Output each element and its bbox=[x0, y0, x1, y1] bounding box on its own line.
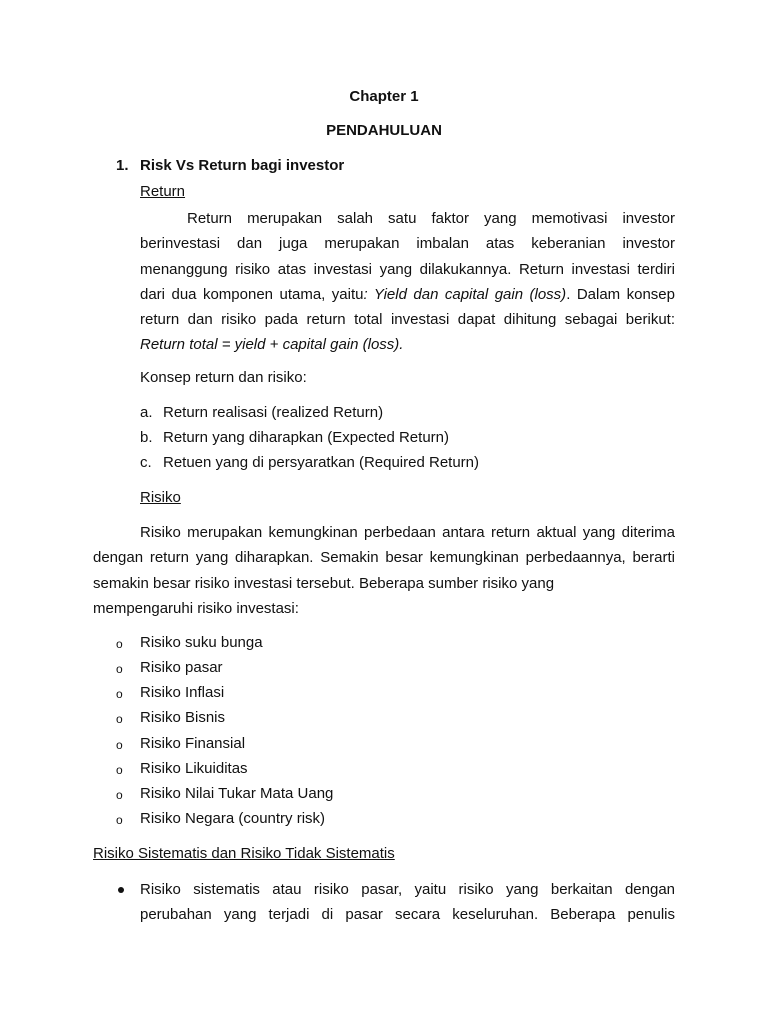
list-marker: o bbox=[116, 662, 123, 676]
list-marker: b. bbox=[140, 429, 153, 446]
list-item: o Risiko Finansial bbox=[116, 735, 246, 752]
risk-para-line: mempengaruhi risiko investasi: bbox=[93, 599, 299, 617]
list-marker: o bbox=[116, 712, 123, 726]
section-heading: Risk Vs Return bagi investor bbox=[140, 157, 345, 174]
list-item: o Risiko Bisnis bbox=[116, 709, 226, 726]
list-marker: o bbox=[116, 637, 123, 651]
list-marker: a. bbox=[140, 404, 153, 421]
section-number: 1. bbox=[116, 157, 129, 174]
risk-heading: Risiko bbox=[140, 489, 181, 506]
list-item: o Risiko Inflasi bbox=[116, 684, 225, 701]
chapter-label: Chapter 1 bbox=[349, 88, 419, 105]
systematic-paragraph bbox=[140, 877, 675, 928]
concept-intro: Konsep return dan risiko: bbox=[140, 369, 307, 386]
bullet-icon bbox=[118, 887, 124, 893]
list-item: c. Retuen yang di persyaratkan (Required Return) bbox=[140, 454, 480, 471]
list-marker: o bbox=[116, 738, 123, 752]
return-para-line: dari dua komponen utama, yaitu: Yield dan capital gain (loss). Dalam konsep bbox=[140, 285, 675, 303]
return-para-line: return dan risiko pada return total investasi dapat dihitung sebagai berikut: bbox=[140, 311, 675, 329]
risk-para-line: Risiko merupakan kemungkinan perbedaan antara return aktual yang diterima bbox=[140, 524, 675, 541]
list-item: o Risiko Nilai Tukar Mata Uang bbox=[116, 785, 334, 802]
list-marker: o bbox=[116, 763, 123, 777]
risk-para-line: dengan return yang diharapkan. Semakin besar kemungkinan perbedaannya, berarti bbox=[93, 549, 675, 567]
list-item: o Risiko Likuiditas bbox=[116, 760, 248, 777]
list-marker: o bbox=[116, 788, 123, 802]
risk-paragraph bbox=[93, 520, 675, 621]
list-item: o Risiko pasar bbox=[116, 659, 223, 676]
systematic-para-line: Risiko sistematis atau risiko pasar, yaitu risiko yang berkaitan dengan bbox=[140, 881, 675, 898]
chapter-title: PENDAHULUAN bbox=[326, 122, 442, 139]
systematic-heading: Risiko Sistematis dan Risiko Tidak Sistematis bbox=[93, 845, 395, 862]
return-para-line: menanggung risiko atas investasi yang dilakukannya. Return investasi terdiri bbox=[140, 260, 675, 278]
systematic-para-line: perubahan yang terjadi di pasar secara keseluruhan. Beberapa penulis bbox=[140, 906, 675, 924]
list-item: o Risiko Negara (country risk) bbox=[116, 810, 326, 827]
list-item: a. Return realisasi (realized Return) bbox=[140, 404, 384, 421]
list-item: o Risiko suku bunga bbox=[116, 634, 263, 651]
return-paragraph bbox=[140, 206, 675, 358]
return-formula: Return total = yield + capital gain (loss). bbox=[140, 336, 404, 354]
return-para-line: berinvestasi dan juga merupakan imbalan atas keberanian investor bbox=[140, 235, 675, 253]
return-para-line: Return merupakan salah satu faktor yang memotivasi investor bbox=[187, 210, 675, 227]
list-marker: o bbox=[116, 687, 123, 701]
list-marker: o bbox=[116, 813, 123, 827]
risk-para-line: semakin besar risiko investasi tersebut. Beberapa sumber risiko yang bbox=[93, 574, 555, 592]
list-item: b. Return yang diharapkan (Expected Return) bbox=[140, 429, 449, 446]
return-heading: Return bbox=[140, 183, 186, 200]
list-marker: c. bbox=[140, 454, 152, 471]
